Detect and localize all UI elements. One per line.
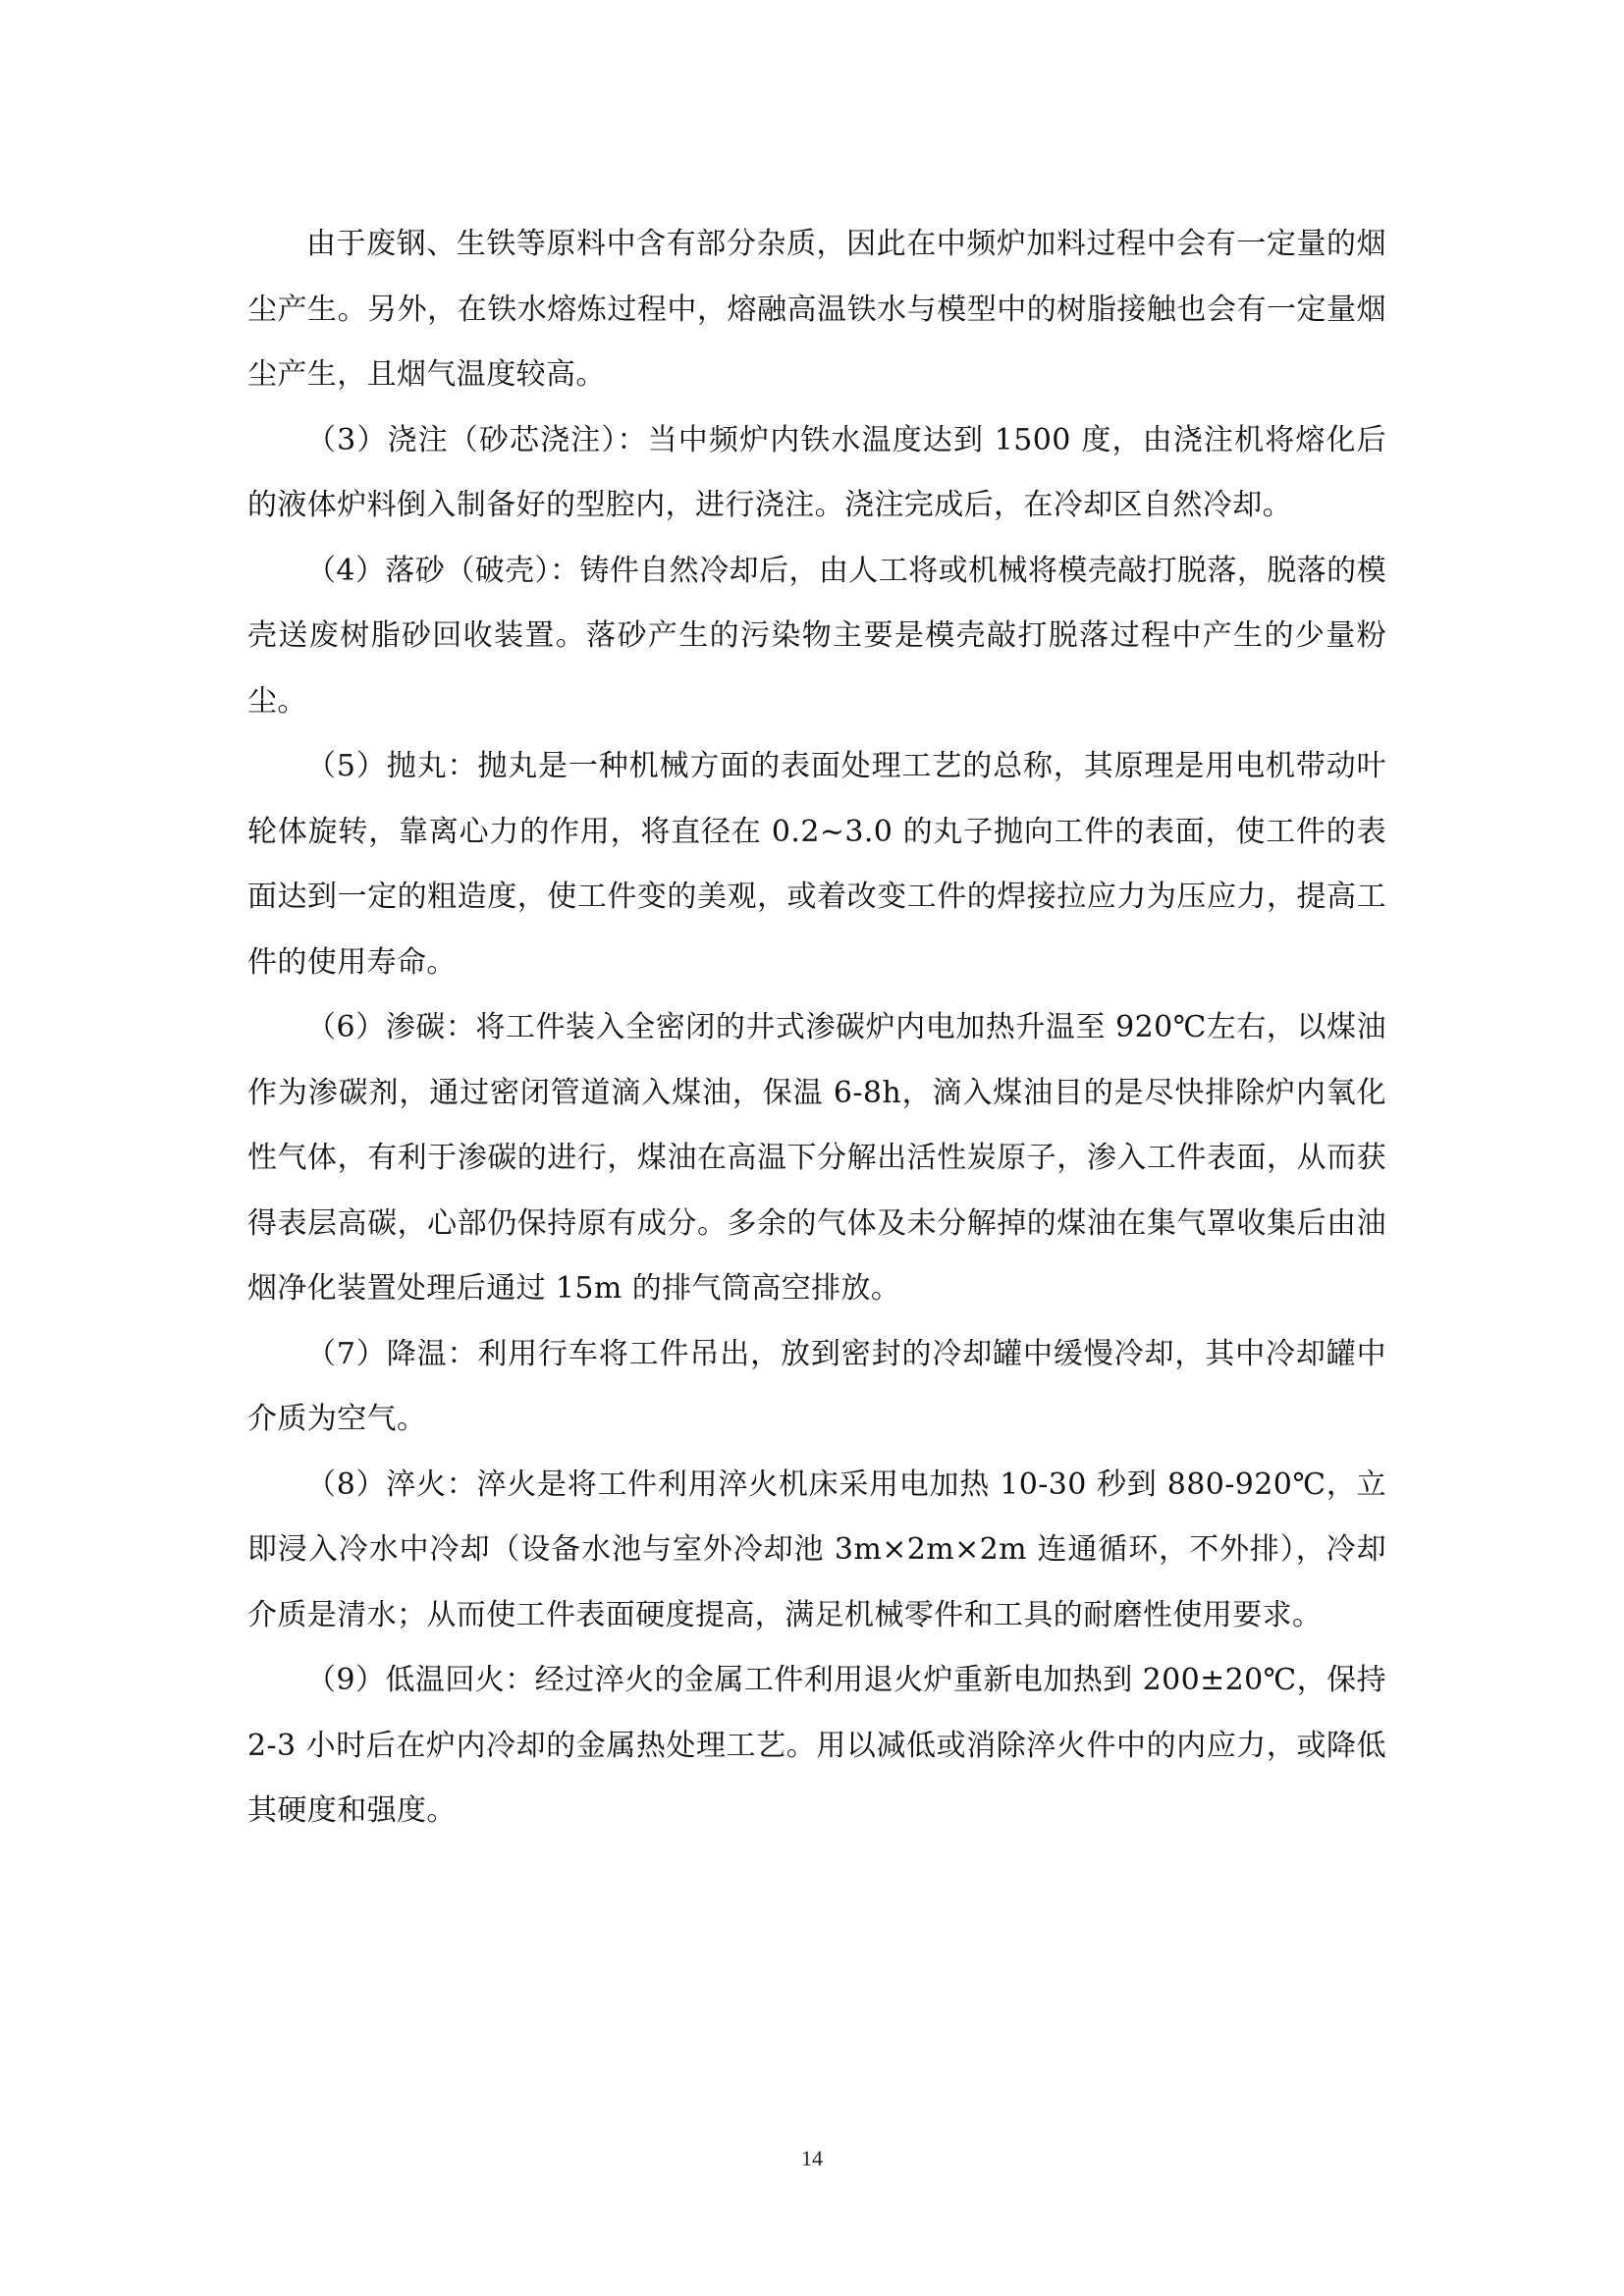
paragraph-casting-fumes: 由于废钢、生铁等原料中含有部分杂质，因此在中频炉加料过程中会有一定量的烟尘产生。另外，在铁水熔炼过程中，熔融高温铁水与模型中的树脂接触也会有一定量烟尘产生，且烟气温度较高。 xyxy=(247,227,1386,392)
paragraph-shakeout: （4）落砂（破壳）：铸件自然冷却后，由人工将或机械将模壳敲打脱落，脱落的模壳送废树脂砂回收装置。落砂产生的污染物主要是模壳敲打脱落过程中产生的少量粉尘。 xyxy=(247,553,1386,719)
page-number: 14 xyxy=(801,2146,823,2170)
paragraph-shot-blasting: （5）抛丸：抛丸是一种机械方面的表面处理工艺的总称，其原理是用电机带动叶轮体旋转，靠离心力的作用，将直径在 0.2~3.0 的丸子抛向工件的表面，使工件的表面达到一定的粗造度，使工件变的美观，或着改变工件的焊接拉应力为压应力，提高工件的使用寿命。 xyxy=(247,749,1386,980)
paragraph-cooling: （7）降温：利用行车将工件吊出，放到密封的冷却罐中缓慢冷却，其中冷却罐中介质为空气。 xyxy=(247,1336,1386,1436)
paragraph-pouring: （3）浇注（砂芯浇注）：当中频炉内铁水温度达到 1500 度，由浇注机将熔化后的液体炉料倒入制备好的型腔内，进行浇注。浇注完成后，在冷却区自然冷却。 xyxy=(247,422,1386,522)
paragraph-tempering: （9）低温回火：经过淬火的金属工件利用退火炉重新电加热到 200±20℃，保持 2-3 小时后在炉内冷却的金属热处理工艺。用以减低或消除淬火件中的内应力，或降低其硬度和强度。 xyxy=(247,1663,1386,1828)
document-body xyxy=(247,212,1386,1844)
paragraph-carburizing: （6）渗碳：将工件装入全密闭的井式渗碳炉内电加热升温至 920℃左右，以煤油作为渗碳剂，通过密闭管道滴入煤油，保温 6-8h，滴入煤油目的是尽快排除炉内氧化性气体，有利于渗碳的进行，煤油在高温下分解出活性炭原子，渗入工件表面，从而获得表层高碳，心部仍保持原有成分。多余的气体及未分解掉的煤油在集气罩收集后由油烟净化装置处理后通过 15m 的排气筒高空排放。 xyxy=(247,1010,1386,1306)
paragraph-quenching: （8）淬火：淬火是将工件利用淬火机床采用电加热 10-30 秒到 880-920℃，立即浸入冷水中冷却（设备水池与室外冷却池 3m×2m×2m 连通循环，不外排），冷却介质是清水；从而使工件表面硬度提高，满足机械零件和工具的耐磨性使用要求。 xyxy=(247,1467,1386,1632)
